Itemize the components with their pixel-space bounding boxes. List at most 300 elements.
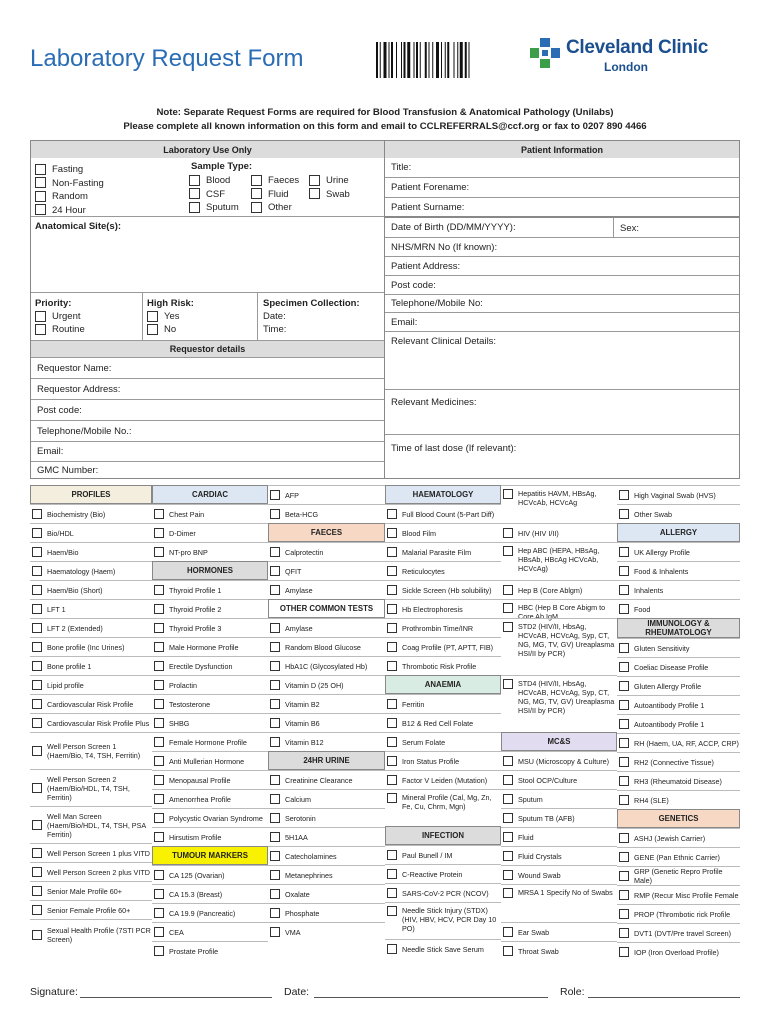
requestor-gmc-field[interactable]: GMC Number: (37, 465, 99, 476)
test-item[interactable] (268, 504, 385, 523)
checkbox[interactable] (387, 623, 397, 633)
test-item[interactable] (152, 675, 268, 694)
test-item[interactable] (152, 827, 268, 846)
test-item[interactable] (268, 770, 385, 789)
test-item[interactable] (268, 846, 385, 865)
checkbox[interactable] (503, 832, 513, 842)
checkbox[interactable] (387, 756, 397, 766)
test-item[interactable] (385, 580, 501, 599)
checkbox[interactable] (154, 756, 164, 766)
checkbox[interactable] (503, 622, 513, 632)
checkbox[interactable] (270, 794, 280, 804)
patient-forename-field[interactable]: Patient Forename: (385, 178, 739, 198)
checkbox[interactable] (154, 870, 164, 880)
checkbox[interactable] (309, 188, 320, 199)
sample-option[interactable]: CSF (189, 188, 239, 202)
checkbox[interactable] (270, 661, 280, 671)
sample-option[interactable]: Sputum (189, 201, 239, 215)
checkbox[interactable] (32, 547, 42, 557)
checkbox[interactable] (270, 813, 280, 823)
checkbox[interactable] (503, 775, 513, 785)
test-item[interactable] (152, 542, 268, 561)
test-item[interactable] (385, 504, 501, 523)
test-item[interactable] (268, 542, 385, 561)
test-item[interactable] (501, 789, 617, 808)
checkbox[interactable] (619, 909, 629, 919)
checkbox[interactable] (154, 680, 164, 690)
test-item[interactable] (30, 599, 152, 618)
test-item[interactable] (30, 523, 152, 542)
checkbox[interactable] (270, 680, 280, 690)
test-item[interactable] (617, 866, 740, 885)
test-item[interactable] (617, 904, 740, 923)
test-item[interactable] (617, 580, 740, 599)
test-item[interactable] (152, 599, 268, 618)
patient-nhs-field[interactable]: NHS/MRN No (If known): (385, 238, 739, 257)
patient-email-field[interactable]: Email: (385, 313, 739, 332)
test-item[interactable] (268, 713, 385, 732)
checkbox[interactable] (32, 642, 42, 652)
checkbox[interactable] (619, 928, 629, 938)
checkbox[interactable] (270, 908, 280, 918)
checkbox[interactable] (154, 794, 164, 804)
test-item[interactable] (152, 504, 268, 523)
test-item[interactable] (152, 941, 268, 960)
test-item[interactable] (501, 675, 617, 732)
checkbox[interactable] (387, 699, 397, 709)
checkbox[interactable] (619, 700, 629, 710)
checkbox[interactable] (619, 566, 629, 576)
sample-option[interactable]: Other (251, 201, 299, 215)
checkbox[interactable] (619, 738, 629, 748)
checkbox[interactable] (387, 850, 397, 860)
test-item[interactable] (152, 922, 268, 941)
checkbox[interactable] (154, 699, 164, 709)
test-item[interactable] (30, 656, 152, 675)
checkbox[interactable] (270, 642, 280, 652)
test-item[interactable] (385, 542, 501, 561)
requestor-postcode-field[interactable]: Post code: (31, 400, 384, 421)
sample-option[interactable]: Faeces (251, 174, 299, 188)
checkbox[interactable] (387, 528, 397, 538)
date-line[interactable] (314, 997, 548, 998)
checkbox[interactable] (270, 547, 280, 557)
checkbox[interactable] (32, 783, 42, 793)
risk-option[interactable]: Yes (147, 310, 194, 323)
test-item[interactable] (152, 523, 268, 542)
test-item[interactable] (30, 732, 152, 769)
test-item[interactable] (501, 599, 617, 621)
checkbox[interactable] (619, 662, 629, 672)
test-item[interactable] (30, 618, 152, 637)
test-item[interactable] (152, 656, 268, 675)
checkbox[interactable] (251, 175, 262, 186)
checkbox[interactable] (32, 718, 42, 728)
test-item[interactable] (268, 808, 385, 827)
signature-line[interactable] (80, 997, 272, 998)
checkbox[interactable] (619, 833, 629, 843)
test-item[interactable] (30, 504, 152, 523)
checkbox[interactable] (270, 775, 280, 785)
test-item[interactable] (501, 580, 617, 599)
test-item[interactable] (268, 865, 385, 884)
test-item[interactable] (30, 675, 152, 694)
fasting-option[interactable]: 24 Hour (35, 204, 104, 218)
test-item[interactable] (152, 808, 268, 827)
fasting-option[interactable]: Random (35, 190, 104, 204)
checkbox[interactable] (619, 604, 629, 614)
test-item[interactable] (30, 900, 152, 919)
checkbox[interactable] (387, 547, 397, 557)
checkbox[interactable] (619, 852, 629, 862)
checkbox[interactable] (154, 908, 164, 918)
test-item[interactable] (617, 771, 740, 790)
test-item[interactable] (385, 883, 501, 902)
checkbox[interactable] (619, 947, 629, 957)
checkbox[interactable] (270, 832, 280, 842)
checkbox[interactable] (32, 566, 42, 576)
test-item[interactable] (30, 694, 152, 713)
requestor-phone-field[interactable]: Telephone/Mobile No.: (31, 421, 384, 442)
checkbox[interactable] (387, 944, 397, 954)
test-item[interactable] (268, 694, 385, 713)
test-item[interactable] (268, 789, 385, 808)
test-item[interactable] (501, 884, 617, 922)
test-item[interactable] (617, 599, 740, 618)
priority-option[interactable]: Urgent (35, 310, 85, 323)
test-item[interactable] (30, 843, 152, 862)
test-item[interactable] (501, 751, 617, 770)
checkbox[interactable] (387, 775, 397, 785)
checkbox[interactable] (270, 566, 280, 576)
test-item[interactable] (268, 827, 385, 846)
sample-option[interactable]: Blood (189, 174, 239, 188)
checkbox[interactable] (503, 888, 513, 898)
checkbox[interactable] (32, 886, 42, 896)
checkbox[interactable] (619, 585, 629, 595)
test-item[interactable] (152, 884, 268, 903)
test-item[interactable] (30, 637, 152, 656)
test-item[interactable] (152, 694, 268, 713)
checkbox[interactable] (189, 202, 200, 213)
test-item[interactable] (30, 542, 152, 561)
checkbox[interactable] (154, 604, 164, 614)
checkbox[interactable] (251, 202, 262, 213)
test-item[interactable] (385, 656, 501, 675)
priority-option[interactable]: Routine (35, 323, 85, 336)
checkbox[interactable] (154, 813, 164, 823)
checkbox[interactable] (154, 889, 164, 899)
checkbox[interactable] (35, 177, 46, 188)
risk-option[interactable]: No (147, 323, 194, 336)
test-item[interactable] (501, 770, 617, 789)
sample-option[interactable]: Urine (309, 174, 350, 188)
checkbox[interactable] (503, 813, 513, 823)
checkbox[interactable] (154, 832, 164, 842)
checkbox[interactable] (35, 204, 46, 215)
test-item[interactable] (152, 770, 268, 789)
checkbox[interactable] (154, 946, 164, 956)
checkbox[interactable] (147, 324, 158, 335)
test-item[interactable] (385, 732, 501, 751)
test-item[interactable] (30, 881, 152, 900)
patient-sex-field[interactable]: Sex: (620, 223, 640, 234)
checkbox[interactable] (32, 623, 42, 633)
test-item[interactable] (385, 939, 501, 958)
checkbox[interactable] (619, 890, 629, 900)
test-item[interactable] (268, 732, 385, 751)
checkbox[interactable] (35, 311, 46, 322)
checkbox[interactable] (154, 775, 164, 785)
test-item[interactable] (268, 618, 385, 637)
checkbox[interactable] (503, 546, 513, 556)
role-line[interactable] (588, 997, 740, 998)
test-item[interactable] (152, 865, 268, 884)
checkbox[interactable] (387, 906, 397, 916)
test-item[interactable] (501, 485, 617, 523)
test-item[interactable] (617, 942, 740, 961)
test-item[interactable] (617, 847, 740, 866)
checkbox[interactable] (387, 718, 397, 728)
patient-phone-field[interactable]: Telephone/Mobile No: (385, 295, 739, 313)
specimen-date[interactable]: Date: (263, 311, 286, 322)
checkbox[interactable] (251, 188, 262, 199)
test-item[interactable] (268, 485, 385, 504)
checkbox[interactable] (503, 794, 513, 804)
checkbox[interactable] (503, 489, 513, 499)
test-item[interactable] (385, 845, 501, 864)
test-item[interactable] (385, 637, 501, 656)
test-item[interactable] (617, 504, 740, 523)
checkbox[interactable] (619, 795, 629, 805)
checkbox[interactable] (270, 851, 280, 861)
test-item[interactable] (30, 713, 152, 732)
checkbox[interactable] (270, 718, 280, 728)
checkbox[interactable] (270, 927, 280, 937)
checkbox[interactable] (619, 719, 629, 729)
test-item[interactable] (152, 637, 268, 656)
test-item[interactable] (617, 676, 740, 695)
checkbox[interactable] (387, 869, 397, 879)
test-item[interactable] (268, 580, 385, 599)
test-item[interactable] (152, 751, 268, 770)
checkbox[interactable] (270, 737, 280, 747)
checkbox[interactable] (35, 191, 46, 202)
checkbox[interactable] (503, 585, 513, 595)
checkbox[interactable] (387, 661, 397, 671)
checkbox[interactable] (32, 848, 42, 858)
checkbox[interactable] (154, 585, 164, 595)
test-item[interactable] (501, 941, 617, 960)
checkbox[interactable] (503, 946, 513, 956)
checkbox[interactable] (270, 623, 280, 633)
test-item[interactable] (617, 733, 740, 752)
test-item[interactable] (30, 806, 152, 843)
checkbox[interactable] (503, 927, 513, 937)
test-item[interactable] (617, 790, 740, 809)
checkbox[interactable] (32, 604, 42, 614)
test-item[interactable] (617, 923, 740, 942)
sample-option[interactable]: Fluid (251, 188, 299, 202)
fasting-option[interactable]: Non-Fasting (35, 177, 104, 191)
checkbox[interactable] (387, 888, 397, 898)
checkbox[interactable] (387, 585, 397, 595)
test-item[interactable] (152, 713, 268, 732)
checkbox[interactable] (503, 603, 513, 613)
checkbox[interactable] (387, 509, 397, 519)
checkbox[interactable] (270, 699, 280, 709)
checkbox[interactable] (35, 324, 46, 335)
checkbox[interactable] (147, 311, 158, 322)
test-item[interactable] (501, 827, 617, 846)
test-item[interactable] (268, 922, 385, 941)
checkbox[interactable] (503, 756, 513, 766)
checkbox[interactable] (32, 680, 42, 690)
checkbox[interactable] (154, 528, 164, 538)
checkbox[interactable] (32, 528, 42, 538)
checkbox[interactable] (270, 889, 280, 899)
checkbox[interactable] (154, 509, 164, 519)
test-item[interactable] (268, 561, 385, 580)
test-item[interactable] (617, 561, 740, 580)
medicines-field[interactable]: Relevant Medicines: (391, 397, 477, 408)
test-item[interactable] (617, 638, 740, 657)
test-item[interactable] (501, 542, 617, 580)
checkbox[interactable] (619, 547, 629, 557)
checkbox[interactable] (32, 661, 42, 671)
test-item[interactable] (152, 732, 268, 751)
test-item[interactable] (30, 862, 152, 881)
test-item[interactable] (268, 675, 385, 694)
requestor-address-field[interactable]: Requestor Address: (31, 379, 384, 400)
checkbox[interactable] (619, 681, 629, 691)
checkbox[interactable] (154, 661, 164, 671)
checkbox[interactable] (387, 604, 397, 614)
patient-surname-field[interactable]: Patient Surname: (385, 198, 739, 218)
checkbox[interactable] (619, 757, 629, 767)
test-item[interactable] (617, 542, 740, 561)
checkbox[interactable] (619, 643, 629, 653)
checkbox[interactable] (387, 566, 397, 576)
checkbox[interactable] (387, 737, 397, 747)
test-item[interactable] (501, 618, 617, 675)
checkbox[interactable] (32, 930, 42, 940)
checkbox[interactable] (270, 490, 280, 500)
checkbox[interactable] (503, 528, 513, 538)
fasting-option[interactable]: Fasting (35, 163, 104, 177)
test-item[interactable] (501, 808, 617, 827)
test-item[interactable] (501, 846, 617, 865)
test-item[interactable] (617, 752, 740, 771)
test-item[interactable] (617, 485, 740, 504)
test-item[interactable] (152, 580, 268, 599)
checkbox[interactable] (270, 870, 280, 880)
checkbox[interactable] (387, 642, 397, 652)
test-item[interactable] (30, 919, 152, 950)
checkbox[interactable] (32, 699, 42, 709)
test-item[interactable] (617, 885, 740, 904)
test-item[interactable] (152, 903, 268, 922)
checkbox[interactable] (154, 547, 164, 557)
test-item[interactable] (385, 618, 501, 637)
checkbox[interactable] (619, 490, 629, 500)
test-item[interactable] (385, 751, 501, 770)
test-item[interactable] (385, 523, 501, 542)
patient-dob-field[interactable]: Date of Birth (DD/MM/YYYY): (385, 218, 739, 238)
test-item[interactable] (385, 770, 501, 789)
test-item[interactable] (501, 523, 617, 542)
test-item[interactable] (501, 922, 617, 941)
test-item[interactable] (385, 713, 501, 732)
requestor-email-field[interactable]: Email: (31, 442, 384, 462)
clinical-details-field[interactable]: Relevant Clinical Details: (391, 336, 497, 347)
test-item[interactable] (385, 864, 501, 883)
checkbox[interactable] (32, 585, 42, 595)
checkbox[interactable] (32, 820, 42, 830)
test-item[interactable] (617, 714, 740, 733)
test-item[interactable] (268, 903, 385, 922)
checkbox[interactable] (503, 679, 513, 689)
checkbox[interactable] (154, 718, 164, 728)
test-item[interactable] (617, 695, 740, 714)
checkbox[interactable] (619, 509, 629, 519)
patient-title-field[interactable]: Title: (385, 158, 739, 178)
checkbox[interactable] (154, 623, 164, 633)
last-dose-field[interactable]: Time of last dose (If relevant): (391, 443, 517, 454)
checkbox[interactable] (270, 585, 280, 595)
test-item[interactable] (30, 580, 152, 599)
test-item[interactable] (30, 561, 152, 580)
checkbox[interactable] (503, 851, 513, 861)
checkbox[interactable] (387, 793, 397, 803)
test-item[interactable] (385, 561, 501, 580)
test-item[interactable] (385, 694, 501, 713)
checkbox[interactable] (154, 737, 164, 747)
test-item[interactable] (617, 657, 740, 676)
checkbox[interactable] (503, 870, 513, 880)
patient-address-field[interactable]: Patient Address: (385, 257, 739, 276)
test-item[interactable] (385, 902, 501, 939)
checkbox[interactable] (270, 509, 280, 519)
test-item[interactable] (152, 789, 268, 808)
checkbox[interactable] (32, 509, 42, 519)
test-item[interactable] (268, 637, 385, 656)
checkbox[interactable] (309, 175, 320, 186)
checkbox[interactable] (32, 905, 42, 915)
checkbox[interactable] (189, 175, 200, 186)
checkbox[interactable] (35, 164, 46, 175)
test-item[interactable] (268, 656, 385, 675)
test-item[interactable] (617, 828, 740, 847)
checkbox[interactable] (32, 867, 42, 877)
checkbox[interactable] (32, 746, 42, 756)
checkbox[interactable] (619, 871, 629, 881)
test-item[interactable] (30, 769, 152, 806)
sample-option[interactable]: Swab (309, 188, 350, 202)
checkbox[interactable] (154, 927, 164, 937)
test-item[interactable] (385, 789, 501, 826)
specimen-time[interactable]: Time: (263, 324, 287, 335)
patient-postcode-field[interactable]: Post code: (385, 276, 739, 295)
checkbox[interactable] (189, 188, 200, 199)
checkbox[interactable] (154, 642, 164, 652)
test-item[interactable] (152, 618, 268, 637)
test-item[interactable] (501, 865, 617, 884)
test-item[interactable] (385, 599, 501, 618)
checkbox[interactable] (619, 776, 629, 786)
requestor-name-field[interactable]: Requestor Name: (31, 358, 384, 379)
test-item[interactable] (268, 884, 385, 903)
